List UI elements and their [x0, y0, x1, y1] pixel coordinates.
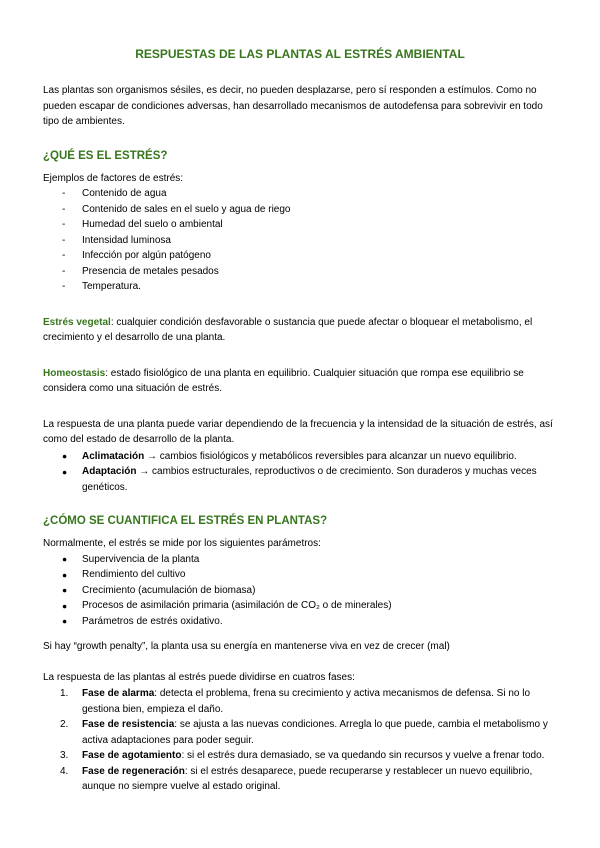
- list-item: [43, 464, 557, 495]
- definition-homeostasis: [43, 366, 557, 397]
- list-item-text: → cambios estructurales, reproductivos o de crecimiento. Son duraderos y muchas veces genéticos.: [82, 466, 537, 493]
- list-item: [43, 567, 557, 583]
- list-number: 2.: [60, 719, 69, 730]
- phases-list: [43, 686, 557, 795]
- list-number: 1.: [60, 688, 69, 699]
- list-item-text: Rendimiento del cultivo: [82, 569, 186, 580]
- dash-icon: -: [62, 188, 66, 199]
- list-number: 3.: [60, 750, 69, 761]
- growth-penalty-note: Si hay “growth penalty”, la planta usa su energía en mantenerse viva en vez de crecer (mal): [43, 641, 450, 652]
- bullet-icon: ●: [62, 466, 68, 477]
- list-item: [43, 186, 557, 202]
- params-list: [43, 552, 557, 630]
- list-item-text: Procesos de asimilación primaria (asimilación de CO₂ o de minerales): [82, 600, 392, 611]
- list-item: [43, 248, 557, 264]
- heading-como-se-cuantifica: ¿CÓMO SE CUANTIFICA EL ESTRÉS EN PLANTAS?: [43, 515, 328, 527]
- list-item-text: Humedad del suelo o ambiental: [82, 219, 223, 230]
- list-item-text: → cambios fisiológicos y metabólicos reversibles para alcanzar un nuevo equilibrio.: [144, 450, 517, 462]
- term-aclimatacion: Aclimatación: [82, 450, 145, 462]
- response-types-list: [43, 449, 557, 496]
- dash-icon: -: [62, 250, 66, 261]
- term-fase-de-resistencia: Fase de resistencia: [82, 719, 175, 730]
- dash-icon: -: [62, 234, 66, 246]
- bullet-icon: ●: [62, 616, 68, 626]
- list-item-text: : se ajusta a las nuevas condiciones. Arregla lo que puede, cambia el metabolismo y activa adaptaciones para poder seguir.: [82, 719, 548, 746]
- bullet-icon: ●: [62, 451, 68, 461]
- list-item-text: Parámetros de estrés oxidativo.: [82, 615, 223, 627]
- params-intro: Normalmente, el estrés se mide por los siguientes parámetros:: [43, 538, 321, 549]
- definition-text: : cualquier condición desfavorable o sustancia que puede afectar o bloquear el metabolismo, el crecimiento y el desarrollo de una planta.: [43, 316, 533, 343]
- list-item: [43, 748, 557, 764]
- bullet-icon: ●: [62, 569, 68, 580]
- dash-icon: -: [62, 219, 66, 230]
- term-adaptacion: Adaptación: [82, 466, 137, 477]
- list-item: [43, 717, 557, 748]
- list-item: [43, 552, 557, 568]
- heading-que-es-el-estres: ¿QUÉ ES EL ESTRÉS?: [43, 149, 168, 162]
- list-item-text: : si el estrés desaparece, puede recuperarse y restablecer un nuevo equilibrio, aunque no siempre vuelve al estado original.: [82, 765, 533, 792]
- intro-paragraph: Las plantas son organismos sésiles, es decir, no pueden desplazarse, pero sí responden a estímulos. Como no pueden escapar de condiciones adversas, han desarrollado mecanismos de autodefensa para sobrevivir en todo tipo de ambientes.: [43, 85, 543, 127]
- list-item: [43, 217, 557, 233]
- bullet-icon: ●: [62, 585, 68, 595]
- list-number: 4.: [60, 765, 69, 777]
- dash-icon: -: [62, 281, 66, 292]
- list-item-text: Contenido de sales en el suelo y agua de riego: [82, 203, 291, 215]
- list-item: [43, 202, 557, 218]
- list-item: [43, 279, 557, 295]
- list-item-text: Supervivencia de la planta: [82, 553, 200, 565]
- term-fase-de-regeneracion: Fase de regeneración: [82, 765, 185, 777]
- definition-estres-vegetal: [43, 315, 557, 346]
- list-item: [43, 449, 557, 465]
- list-item-text: Temperatura.: [82, 281, 141, 292]
- list-item-text: Crecimiento (acumulación de biomasa): [82, 584, 256, 596]
- bullet-icon: ●: [62, 554, 68, 564]
- bullet-icon: ●: [62, 600, 68, 611]
- list-item: [43, 233, 557, 249]
- list-item: [43, 764, 557, 795]
- term-fase-de-alarma: Fase de alarma: [82, 688, 155, 699]
- list-item: [43, 583, 557, 599]
- term-fase-de-agotamiento: Fase de agotamiento: [82, 750, 182, 761]
- list-item-text: Presencia de metales pesados: [82, 265, 219, 277]
- phases-intro: La respuesta de las plantas al estrés puede dividirse en cuatros fases:: [43, 671, 355, 683]
- term-estres-vegetal: Estrés vegetal: [43, 316, 111, 328]
- list-item-text: Contenido de agua: [82, 188, 167, 199]
- dash-icon: -: [62, 265, 66, 277]
- list-item-text: : detecta el problema, frena su crecimiento y activa mecanismos de defensa. Si no lo gestiona bien, empieza el daño.: [82, 688, 531, 715]
- term-homeostasis: Homeostasis: [43, 367, 106, 379]
- list-item: [43, 264, 557, 280]
- list-item: [43, 686, 557, 717]
- list-item-text: Infección por algún patógeno: [82, 250, 211, 261]
- response-intro: La respuesta de una planta puede variar dependiendo de la frecuencia y la intensidad de la situación de estrés, así como del estado de desarrollo de la planta.: [43, 418, 553, 445]
- definition-text: : estado fisiológico de una planta en equilibrio. Cualquier situación que rompa ese equilibrio se considera como una situación de estrés.: [43, 367, 524, 394]
- factors-intro: Ejemplos de factores de estrés:: [43, 172, 184, 184]
- list-item: [43, 598, 557, 614]
- list-item: [43, 614, 557, 630]
- document-title: RESPUESTAS DE LAS PLANTAS AL ESTRÉS AMBIENTAL: [135, 47, 465, 61]
- dash-icon: -: [62, 203, 66, 215]
- list-item-text: : si el estrés dura demasiado, se va quedando sin recursos y vuelve a frenar todo.: [181, 750, 545, 761]
- stress-factors-list: [43, 186, 557, 295]
- list-item-text: Intensidad luminosa: [82, 234, 171, 246]
